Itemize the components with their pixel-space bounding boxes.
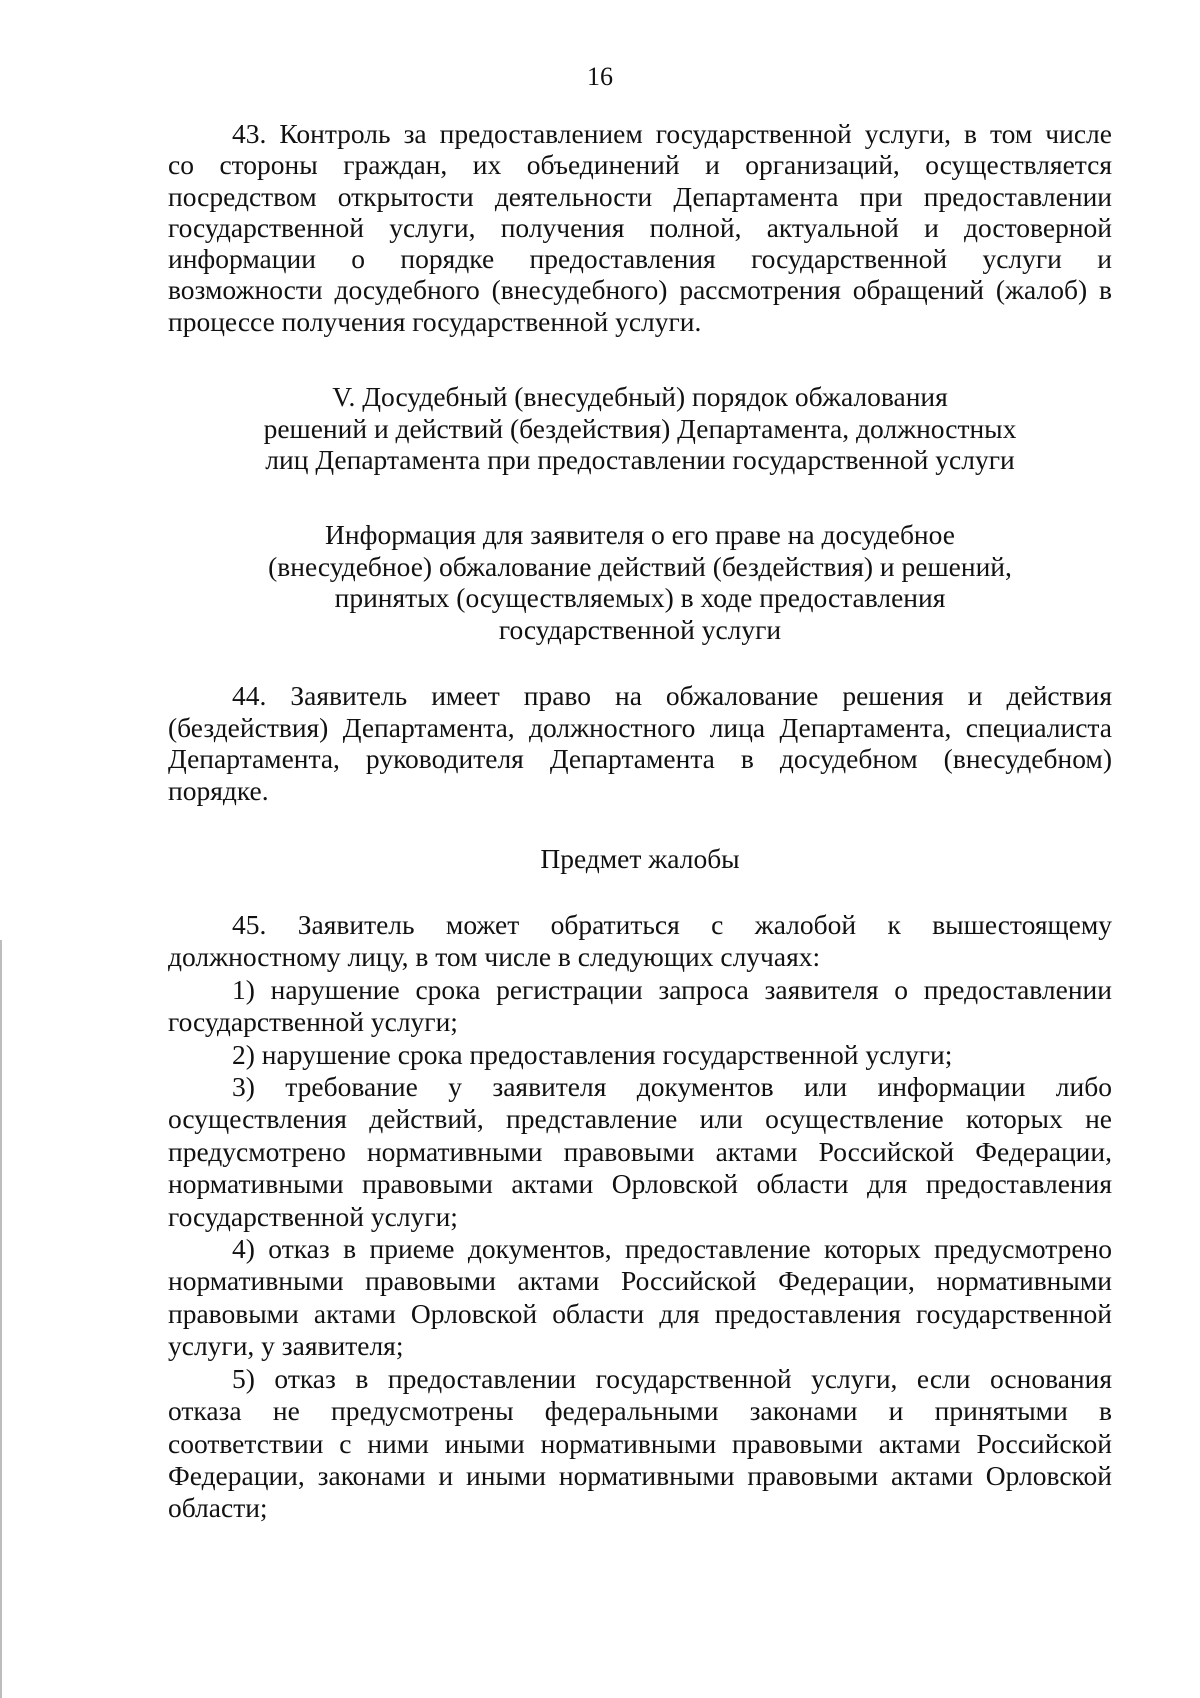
text-line: предусмотрено нормативными правовыми актами Российской Федерации,	[168, 1135, 1112, 1167]
text-line: 1) нарушение срока регистрации запроса заявителя о предоставлении	[232, 973, 1112, 1005]
text-line: услуги, у заявителя;	[168, 1330, 404, 1362]
heading-line: решений и действий (бездействия) Департамента, должностных	[263, 412, 1017, 444]
text-line: нормативными правовыми актами Российской Федерации, нормативными	[168, 1265, 1112, 1297]
text-line: нормативными правовыми актами Орловской области для предоставления	[168, 1168, 1112, 1200]
text-line: информации о порядке предоставления государственной услуги и	[168, 243, 1112, 275]
list-item-3	[168, 1071, 1112, 1233]
subject-heading	[168, 843, 1112, 875]
text-line: со стороны граждан, их объединений и организаций, осуществляется	[168, 149, 1112, 181]
text-line: процессе получения государственной услуги.	[168, 305, 702, 337]
heading-line: Информация для заявителя о его праве на досудебное	[325, 519, 955, 550]
page-number: 16	[587, 62, 613, 91]
paragraph-44	[168, 680, 1112, 806]
text-line: 3) требование у заявителя документов или информации либо	[232, 1071, 1112, 1103]
text-line: 45. Заявитель может обратиться с жалобой к вышестоящему	[232, 909, 1112, 940]
heading-line: лиц Департамента при предоставлении государственной услуги	[265, 444, 1015, 475]
text-line: 2) нарушение срока предоставления государственной услуги;	[232, 1038, 953, 1070]
heading-line: (внесудебное) обжалование действий (бездействия) и решений,	[268, 550, 1012, 582]
heading-line: V. Досудебный (внесудебный) порядок обжалования	[332, 381, 948, 412]
text-line: посредством открытости деятельности Департамента при предоставлении	[168, 180, 1112, 212]
text-line: 44. Заявитель имеет право на обжалование решения и действия	[232, 680, 1112, 711]
heading-line: государственной услуги	[498, 613, 782, 645]
text-line: (бездействия) Департамента, должностного лица Департамента, специалиста	[168, 711, 1112, 743]
text-line: государственной услуги;	[168, 1200, 458, 1232]
list-item-5	[168, 1363, 1112, 1525]
text-line: государственной услуги, получения полной, актуальной и достоверной	[168, 211, 1112, 243]
section-title	[168, 381, 1112, 476]
text-line: осуществления действий, представление или осуществление которых не	[168, 1103, 1112, 1135]
text-line: правовыми актами Орловской области для предоставления государственной	[168, 1297, 1112, 1329]
text-line: 43. Контроль за предоставлением государственной услуги, в том числе	[232, 118, 1112, 149]
text-line: возможности досудебного (внесудебного) рассмотрения обращений (жалоб) в	[168, 274, 1112, 306]
text-line: отказа не предусмотрены федеральными законами и принятыми в	[168, 1395, 1112, 1427]
list-item-4	[168, 1233, 1112, 1363]
text-line: Федерации, законами и иными нормативными правовыми актами Орловской	[168, 1459, 1112, 1491]
heading-line: Предмет жалобы	[540, 843, 740, 874]
text-line: области;	[168, 1492, 268, 1524]
scan-edge-divider	[0, 940, 2, 1698]
heading-line: принятых (осуществляемых) в ходе предоставления	[334, 582, 946, 613]
text-line: 4) отказ в приеме документов, предоставление которых предусмотрено	[232, 1233, 1112, 1265]
text-line: порядке.	[168, 774, 269, 806]
text-line: должностному лицу, в том числе в следующих случаях:	[168, 941, 821, 973]
list-item-1	[168, 974, 1112, 1039]
info-heading	[168, 519, 1112, 645]
text-line: государственной услуги;	[168, 1006, 458, 1038]
list-item-2	[168, 1039, 1112, 1071]
text-line: Департамента, руководителя Департамента в досудебном (внесудебном)	[168, 743, 1112, 774]
text-line: соответствии с ними иными нормативными правовыми актами Российской	[168, 1427, 1112, 1459]
paragraph-43	[168, 118, 1112, 337]
text-line: 5) отказ в предоставлении государственной услуги, если основания	[232, 1362, 1112, 1394]
paragraph-45	[168, 909, 1112, 1525]
